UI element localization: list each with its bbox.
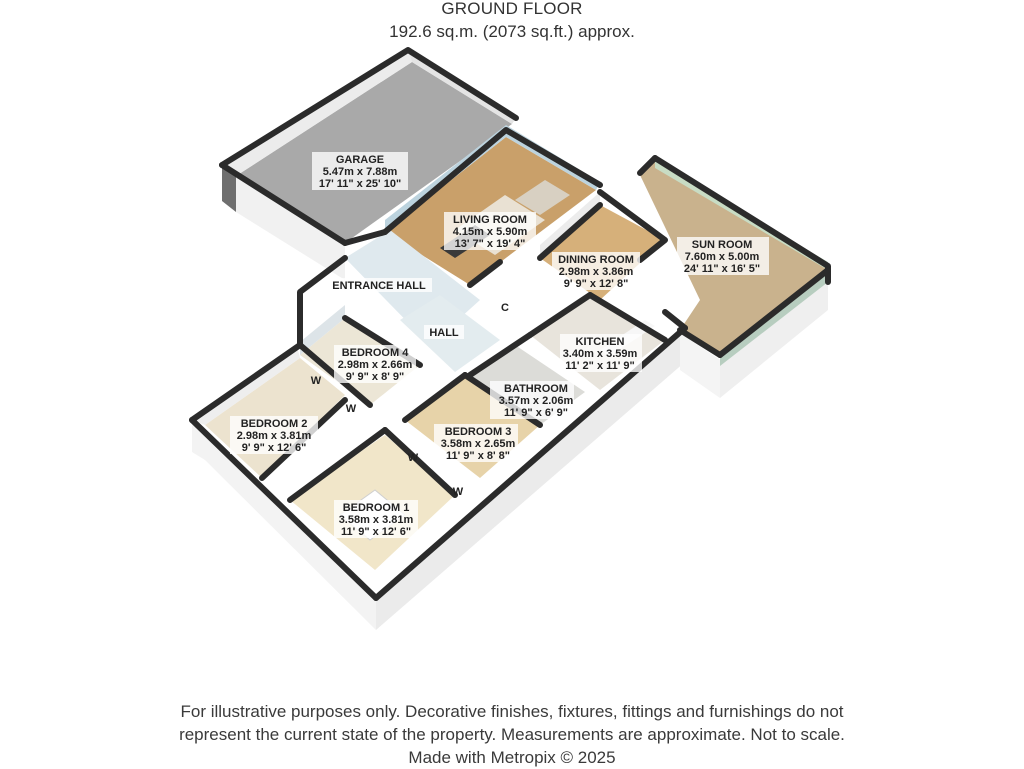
bathroom-name: BATHROOM bbox=[504, 383, 568, 395]
kitchen-metric: 3.40m x 3.59m bbox=[562, 348, 638, 360]
bedroom-2-name: BEDROOM 2 bbox=[240, 418, 308, 430]
bathroom-imperial: 11' 9" x 6' 9" bbox=[504, 407, 568, 419]
hall-label: HALL bbox=[429, 327, 459, 339]
room-label-dining-room bbox=[552, 252, 640, 290]
wardrobe-label-bedroom-2: W bbox=[310, 375, 322, 387]
living-room-imperial: 13' 7" x 19' 4" bbox=[454, 238, 526, 250]
dining-room-name: DINING ROOM bbox=[558, 254, 634, 266]
kitchen-name: KITCHEN bbox=[575, 336, 625, 348]
disclaimer-credit: Made with Metropix © 2025 bbox=[408, 748, 616, 767]
room-label-bedroom-4 bbox=[334, 345, 416, 383]
disclaimer-line-2: represent the current state of the property. Measurements are approximate. Not to scale. bbox=[179, 725, 845, 744]
bedroom-4-imperial: 9' 9" x 8' 9" bbox=[345, 371, 405, 383]
room-label-garage bbox=[312, 152, 408, 190]
living-room-metric: 4.15m x 5.90m bbox=[452, 226, 528, 238]
room-label-kitchen bbox=[560, 334, 642, 372]
wardrobe-label-bedroom-1: W bbox=[407, 452, 419, 464]
entrance-hall-label: ENTRANCE HALL bbox=[332, 280, 426, 292]
room-label-living-room bbox=[444, 212, 536, 250]
floor-title: GROUND FLOOR bbox=[441, 0, 583, 18]
bedroom-1-metric: 3.58m x 3.81m bbox=[338, 514, 414, 526]
bedroom-3-metric: 3.58m x 2.65m bbox=[440, 438, 516, 450]
bedroom-3-imperial: 11' 9" x 8' 8" bbox=[446, 450, 510, 462]
bedroom-1-name: BEDROOM 1 bbox=[342, 502, 410, 514]
room-label-bedroom-2 bbox=[230, 416, 318, 454]
room-label-bedroom-1 bbox=[334, 500, 418, 538]
living-room-name: LIVING ROOM bbox=[453, 214, 527, 226]
wardrobe-label-bedroom-4: W bbox=[345, 403, 357, 415]
bedroom-4-metric: 2.98m x 2.66m bbox=[337, 359, 413, 371]
garage-metric: 5.47m x 7.88m bbox=[322, 166, 398, 178]
kitchen-imperial: 11' 2" x 11' 9" bbox=[565, 360, 635, 372]
disclaimer bbox=[0, 700, 1024, 769]
bedroom-2-imperial: 9' 9" x 12' 6" bbox=[241, 442, 307, 454]
disclaimer-line-1: For illustrative purposes only. Decorative finishes, fixtures, fittings and furnishings do not bbox=[180, 702, 844, 721]
bedroom-1-imperial: 11' 9" x 12' 6" bbox=[340, 526, 412, 538]
dining-room-imperial: 9' 9" x 12' 8" bbox=[563, 278, 629, 290]
floor-area: 192.6 sq.m. (2073 sq.ft.) approx. bbox=[389, 22, 635, 41]
cupboard-label: C bbox=[501, 302, 509, 314]
bedroom-2-metric: 2.98m x 3.81m bbox=[236, 430, 312, 442]
wardrobe-label-bedroom-3: W bbox=[452, 486, 464, 498]
room-label-bedroom-3 bbox=[434, 424, 518, 462]
garage-name: GARAGE bbox=[335, 154, 385, 166]
room-label-bathroom bbox=[490, 381, 574, 419]
bedroom-4-name: BEDROOM 4 bbox=[341, 347, 409, 359]
room-label-sun-room bbox=[677, 237, 769, 275]
dining-room-metric: 2.98m x 3.86m bbox=[558, 266, 634, 278]
bedroom-3-name: BEDROOM 3 bbox=[444, 426, 512, 438]
sun-room-metric: 7.60m x 5.00m bbox=[684, 251, 760, 263]
sun-room-name: SUN ROOM bbox=[691, 239, 753, 251]
garage-imperial: 17' 11" x 25' 10" bbox=[318, 178, 402, 190]
bathroom-metric: 3.57m x 2.06m bbox=[498, 395, 574, 407]
sun-room-imperial: 24' 11" x 16' 5" bbox=[683, 263, 761, 275]
